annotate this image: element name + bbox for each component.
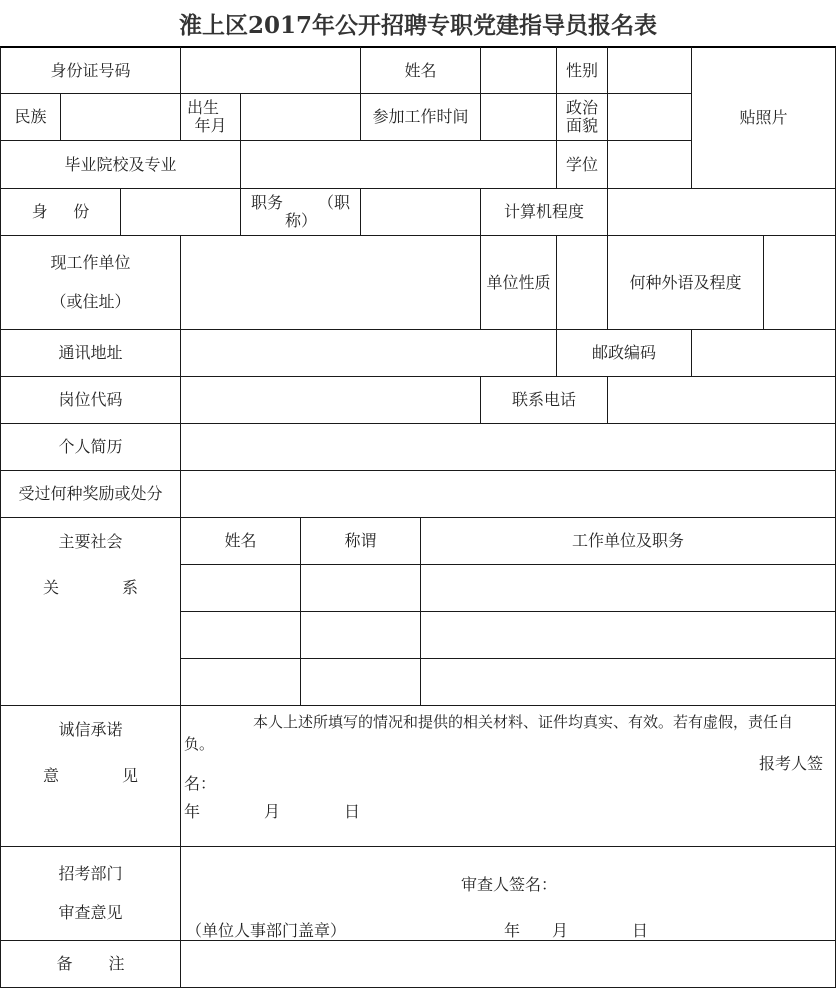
pledge-year: 年 (184, 802, 201, 821)
work-start-field[interactable] (480, 93, 557, 141)
unit-nature-label: 单位性质 (480, 235, 557, 330)
id-number-field[interactable] (180, 46, 361, 94)
ethnicity-field[interactable] (60, 93, 181, 141)
phone-field[interactable] (607, 376, 836, 424)
political-label: 政治 面貌 (556, 93, 608, 141)
dept-year: 年 (504, 921, 521, 940)
relation-work-cell[interactable] (420, 611, 836, 659)
photo-box[interactable]: 贴照片 (691, 46, 836, 189)
name-label: 姓名 (360, 46, 481, 94)
address-field[interactable] (180, 329, 557, 377)
relation-title-cell[interactable] (300, 658, 421, 706)
workplace-field[interactable] (180, 235, 481, 330)
relation-work-cell[interactable] (420, 564, 836, 612)
gender-field[interactable] (607, 46, 692, 94)
computer-label: 计算机程度 (480, 188, 608, 236)
address-label: 通讯地址 (0, 329, 181, 377)
job-code-field[interactable] (180, 376, 481, 424)
applicant-sign-label: 报考人签 (758, 754, 823, 773)
degree-label: 学位 (556, 140, 608, 189)
resume-field[interactable] (180, 423, 836, 471)
unit-stamp-label: （单位人事部门盖章） (186, 921, 347, 940)
postcode-label: 邮政编码 (556, 329, 692, 377)
gender-label: 性别 (556, 46, 608, 94)
resume-label: 个人简历 (0, 423, 181, 471)
rewards-field[interactable] (180, 470, 836, 518)
graduate-field[interactable] (240, 140, 557, 189)
degree-field[interactable] (607, 140, 692, 189)
pledge-day: 日 (344, 802, 361, 821)
political-field[interactable] (607, 93, 692, 141)
relation-work-header: 工作单位及职务 (420, 517, 836, 565)
computer-field[interactable] (607, 188, 836, 236)
work-start-label: 参加工作时间 (360, 93, 481, 141)
job-code-label: 岗位代码 (0, 376, 181, 424)
relation-name-cell[interactable] (180, 611, 301, 659)
foreign-lang-field[interactable] (763, 235, 836, 330)
dept-day: 日 (632, 921, 649, 940)
remarks-label: 备 注 (0, 940, 181, 988)
relation-work-cell[interactable] (420, 658, 836, 706)
pledge-month: 月 (264, 802, 281, 821)
dept-review-label: 招考部门 审查意见 (0, 846, 181, 941)
relation-name-cell[interactable] (180, 564, 301, 612)
integrity-label: 诚信承诺 意 见 (0, 705, 181, 847)
pledge-text-end: 负。 (184, 735, 215, 753)
position-label: 职务 （职 称） (240, 188, 361, 236)
relation-name-cell[interactable] (180, 658, 301, 706)
social-relations-label: 主要社会 关 系 (0, 517, 181, 706)
reviewer-sign-label: 审查人签名： (461, 875, 558, 894)
phone-label: 联系电话 (480, 376, 608, 424)
dept-review-box[interactable] (180, 846, 836, 941)
pledge-text: 本人上述所填写的情况和提供的相关材料、证件均真实、有效。若有虚假，责任自 (253, 713, 794, 731)
graduate-label: 毕业院校及专业 (0, 140, 241, 189)
integrity-pledge-box[interactable] (180, 705, 836, 847)
workplace-label: 现工作单位 （或住址） (0, 235, 181, 330)
birth-label: 出生 年月 (180, 93, 241, 141)
foreign-lang-label: 何种外语及程度 (607, 235, 764, 330)
name-field[interactable] (480, 46, 557, 94)
postcode-field[interactable] (691, 329, 836, 377)
ethnicity-label: 民族 (0, 93, 61, 141)
dept-month: 月 (552, 921, 569, 940)
position-field[interactable] (360, 188, 481, 236)
identity-field[interactable] (120, 188, 241, 236)
relation-title-header: 称谓 (300, 517, 421, 565)
relation-title-cell[interactable] (300, 611, 421, 659)
relation-title-cell[interactable] (300, 564, 421, 612)
remarks-field[interactable] (180, 940, 836, 988)
identity-label: 身 份 (0, 188, 121, 236)
applicant-sign-label-end: 名： (184, 774, 217, 793)
unit-nature-field[interactable] (556, 235, 608, 330)
form-title: 淮上区2017年公开招聘专职党建指导员报名表 (178, 11, 657, 39)
birth-field[interactable] (240, 93, 361, 141)
rewards-label: 受过何种奖励或处分 (0, 470, 181, 518)
id-number-label: 身份证号码 (0, 46, 181, 94)
relation-name-header: 姓名 (180, 517, 301, 565)
